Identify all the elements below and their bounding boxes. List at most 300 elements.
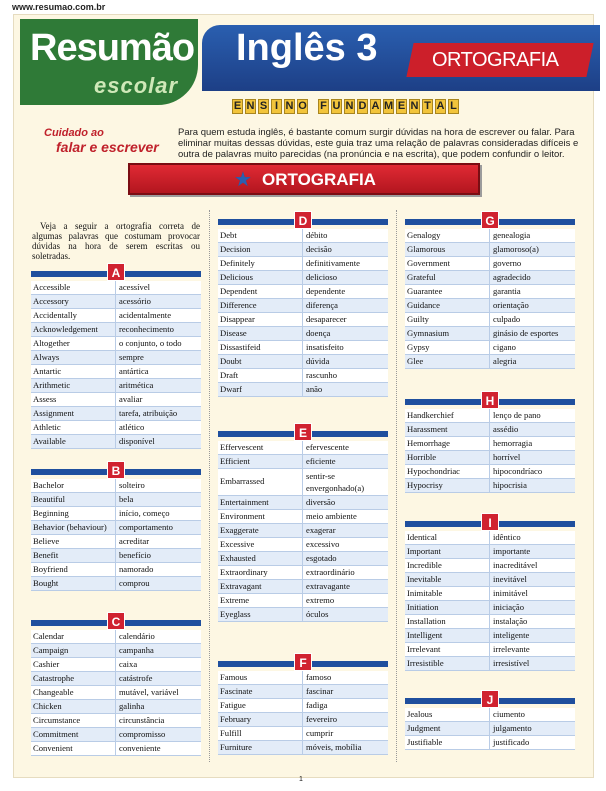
portuguese-word: idêntico (493, 532, 521, 542)
portuguese-word: hemorragia (493, 438, 533, 448)
word-row (405, 559, 575, 573)
word-row (405, 465, 575, 479)
word-row (31, 365, 201, 379)
english-word: Environment (218, 510, 303, 523)
portuguese-word: aritmética (119, 380, 154, 390)
english-word: Identical (405, 531, 490, 544)
section-b (31, 461, 201, 591)
level-letter: U (332, 100, 341, 112)
word-row (31, 493, 201, 507)
english-word: Dissastifeid (218, 341, 303, 354)
portuguese-word: avaliar (119, 394, 143, 404)
english-word: Convenient (31, 742, 116, 755)
cuidado-line-1: Cuidado ao (44, 127, 104, 139)
english-word: Judgment (405, 722, 490, 735)
english-word: Antartic (31, 365, 116, 378)
level-letter: N (345, 100, 354, 112)
portuguese-word: catástrofe (119, 673, 153, 683)
english-word: Disease (218, 327, 303, 340)
english-word: Boyfriend (31, 563, 116, 576)
english-word: Entertainment (218, 496, 303, 509)
english-word: Grateful (405, 271, 490, 284)
english-word: Exhausted (218, 552, 303, 565)
english-word: Hypochondriac (405, 465, 490, 478)
english-word: Altogether (31, 337, 116, 350)
level-letter: D (358, 100, 367, 112)
word-row (218, 741, 388, 755)
portuguese-word: meio ambiente (306, 511, 357, 521)
portuguese-word: lenço de pano (493, 410, 541, 420)
english-word: Efficient (218, 455, 303, 468)
portuguese-word: iniciação (493, 602, 525, 612)
portuguese-word: hipocondríaco (493, 466, 543, 476)
column-divider (396, 210, 397, 762)
english-word: Chicken (31, 700, 116, 713)
word-row (405, 271, 575, 285)
word-row (218, 566, 388, 580)
english-word: Believe (31, 535, 116, 548)
english-word: Irrelevant (405, 643, 490, 656)
section-letter: D (294, 211, 312, 229)
english-word: Eyeglass (218, 608, 303, 621)
word-row (31, 577, 201, 591)
portuguese-word: famoso (306, 672, 332, 682)
page-title: Inglês 3 (236, 27, 378, 69)
word-row (218, 727, 388, 741)
word-row (405, 615, 575, 629)
level-letter: T (422, 99, 433, 114)
word-row (31, 479, 201, 493)
english-word: Arithmetic (31, 379, 116, 392)
english-word: Exaggerate (218, 524, 303, 537)
portuguese-word: dependente (306, 286, 346, 296)
word-row (218, 608, 388, 622)
section-header (31, 461, 201, 479)
english-word: Assess (31, 393, 116, 406)
word-row (31, 630, 201, 644)
english-word: Justifiable (405, 736, 490, 749)
english-word: Hemorrhage (405, 437, 490, 450)
portuguese-word: diversão (306, 497, 336, 507)
portuguese-word: o conjunto, o todo (119, 338, 182, 348)
portuguese-word: cigano (493, 342, 516, 352)
word-row (218, 524, 388, 538)
portuguese-word: fascinar (306, 686, 334, 696)
word-row (31, 337, 201, 351)
english-word: Guarantee (405, 285, 490, 298)
portuguese-word: desaparecer (306, 314, 347, 324)
portuguese-word: tarefa, atribuição (119, 408, 178, 418)
word-row (218, 580, 388, 594)
portuguese-word: justificado (493, 737, 530, 747)
word-row (31, 309, 201, 323)
portuguese-word: comprou (119, 578, 150, 588)
english-word: Cashier (31, 658, 116, 671)
word-row (218, 713, 388, 727)
portuguese-word: insatisfeito (306, 342, 344, 352)
english-word: Extreme (218, 594, 303, 607)
portuguese-word: esgotado (306, 553, 337, 563)
word-row (218, 257, 388, 271)
word-row (218, 552, 388, 566)
portuguese-word: benefício (119, 550, 151, 560)
level-letter: O (298, 100, 307, 112)
portuguese-word: extraordinário (306, 567, 355, 577)
english-word: Gypsy (405, 341, 490, 354)
english-word: Inevitable (405, 573, 490, 586)
level-letter (310, 99, 316, 114)
english-word: Bachelor (31, 479, 116, 492)
word-row (218, 455, 388, 469)
portuguese-word: débito (306, 230, 328, 240)
portuguese-word: anão (306, 384, 323, 394)
portuguese-word: comportamento (119, 522, 173, 532)
english-word: Installation (405, 615, 490, 628)
word-row (405, 355, 575, 369)
section-h (405, 391, 575, 493)
section-f (218, 653, 388, 755)
portuguese-word: inacreditável (493, 560, 538, 570)
word-row (218, 229, 388, 243)
section-letter: A (107, 263, 125, 281)
section-letter: F (294, 653, 312, 671)
word-row (405, 601, 575, 615)
portuguese-word: mutável, variável (119, 687, 179, 697)
section-letter: J (481, 690, 499, 708)
word-row (405, 643, 575, 657)
word-row (31, 686, 201, 700)
section-header (405, 211, 575, 229)
level-letter: M (384, 100, 394, 112)
section-header (218, 653, 388, 671)
portuguese-word: eficiente (306, 456, 336, 466)
english-word: Beginning (31, 507, 116, 520)
portuguese-word: doença (306, 328, 331, 338)
english-word: Important (405, 545, 490, 558)
section-a (31, 263, 201, 449)
portuguese-word: inimitável (493, 588, 528, 598)
word-row (405, 299, 575, 313)
word-row (31, 658, 201, 672)
english-word: Difference (218, 299, 303, 312)
portuguese-word: antártica (119, 366, 149, 376)
portuguese-word: bela (119, 494, 134, 504)
word-row (31, 728, 201, 742)
english-word: Extraordinary (218, 566, 303, 579)
word-row (31, 351, 201, 365)
word-row (405, 736, 575, 750)
english-word: Commitment (31, 728, 116, 741)
portuguese-word: julgamento (493, 723, 532, 733)
word-row (218, 313, 388, 327)
site-url: www.resumao.com.br (12, 2, 106, 12)
portuguese-word: campanha (119, 645, 154, 655)
english-word: Excessive (218, 538, 303, 551)
english-word: Harassment (405, 423, 490, 436)
english-word: Genalogy (405, 229, 490, 242)
portuguese-word: excessivo (306, 539, 340, 549)
section-banner (128, 163, 480, 195)
english-word: Furniture (218, 741, 303, 754)
english-word: Incredible (405, 559, 490, 572)
english-word: Hypocrisy (405, 479, 490, 492)
word-row (31, 379, 201, 393)
english-word: Extravagant (218, 580, 303, 593)
word-row (405, 479, 575, 493)
english-word: Behavior (behaviour) (31, 521, 116, 534)
cuidado-line-2: falar e escrever (56, 139, 159, 155)
level-letter: L (448, 99, 459, 114)
brand-main-text: Resumão (30, 27, 195, 69)
word-row (218, 538, 388, 552)
word-row (218, 685, 388, 699)
portuguese-word: irrelevante (493, 644, 530, 654)
portuguese-word: fadiga (306, 700, 328, 710)
word-row (405, 285, 575, 299)
english-word: Available (31, 435, 116, 448)
section-letter: H (481, 391, 499, 409)
word-row (405, 587, 575, 601)
section-letter: C (107, 612, 125, 630)
portuguese-word: acessível (119, 282, 151, 292)
section-header (31, 263, 201, 281)
english-word: Circumstance (31, 714, 116, 727)
portuguese-word: importante (493, 546, 531, 556)
portuguese-word: ciumento (493, 709, 525, 719)
word-row (31, 421, 201, 435)
level-letter: F (318, 99, 329, 114)
word-row (405, 629, 575, 643)
portuguese-word: cumprir (306, 728, 334, 738)
portuguese-word: solteiro (119, 480, 145, 490)
portuguese-word: delicioso (306, 272, 338, 282)
portuguese-word: sempre (119, 352, 144, 362)
section-header (405, 513, 575, 531)
portuguese-word: inevitável (493, 574, 527, 584)
english-word: Glee (405, 355, 490, 368)
word-row (405, 423, 575, 437)
word-row (31, 549, 201, 563)
portuguese-word: atlético (119, 422, 145, 432)
section-header (31, 612, 201, 630)
section-letter: E (294, 423, 312, 441)
english-word: Effervescent (218, 441, 303, 454)
english-word: Guidance (405, 299, 490, 312)
portuguese-word: caixa (119, 659, 138, 669)
word-row (218, 594, 388, 608)
portuguese-word: efervescente (306, 442, 349, 452)
word-row (405, 573, 575, 587)
word-row (405, 722, 575, 736)
section-e (218, 423, 388, 622)
word-row (218, 369, 388, 383)
english-word: Campaign (31, 644, 116, 657)
section-i (405, 513, 575, 671)
english-word: Draft (218, 369, 303, 382)
level-letter: S (259, 100, 268, 112)
english-word: Beautiful (31, 493, 116, 506)
english-word: Guilty (405, 313, 490, 326)
level-label (232, 99, 459, 114)
level-letter: E (397, 100, 406, 112)
brand-sub-text: escolar (94, 73, 179, 98)
level-letter: A (436, 100, 445, 112)
english-word: Assignment (31, 407, 116, 420)
english-word: Doubt (218, 355, 303, 368)
portuguese-word: horrível (493, 452, 521, 462)
word-row (218, 299, 388, 313)
word-row (31, 323, 201, 337)
english-word: Initiation (405, 601, 490, 614)
portuguese-word: genealogia (493, 230, 531, 240)
section-header (405, 690, 575, 708)
section-letter: I (481, 513, 499, 531)
english-word: Glamorous (405, 243, 490, 256)
section-g (405, 211, 575, 369)
english-word: Delicious (218, 271, 303, 284)
word-row (31, 435, 201, 449)
word-row (405, 341, 575, 355)
word-row (31, 644, 201, 658)
word-row (31, 507, 201, 521)
portuguese-word: decisão (306, 244, 332, 254)
word-row (31, 535, 201, 549)
portuguese-word: irresistível (493, 658, 530, 668)
english-word: February (218, 713, 303, 726)
section-j (405, 690, 575, 750)
portuguese-word: instalação (493, 616, 528, 626)
column-divider (209, 210, 210, 762)
english-word: Benefit (31, 549, 116, 562)
portuguese-word: exagerar (306, 525, 336, 535)
english-word: Catastrophe (31, 672, 116, 685)
portuguese-word: acreditar (119, 536, 150, 546)
portuguese-word: óculos (306, 609, 329, 619)
english-word: Horrible (405, 451, 490, 464)
portuguese-word: culpado (493, 314, 521, 324)
word-row (218, 327, 388, 341)
portuguese-word: garantia (493, 286, 521, 296)
subject-label: ORTOGRAFIA (432, 49, 559, 71)
word-row (405, 229, 575, 243)
english-word: Decision (218, 243, 303, 256)
portuguese-word: início, começo (119, 508, 170, 518)
portuguese-word: galinha (119, 701, 145, 711)
word-row (31, 672, 201, 686)
english-word: Gymnasium (405, 327, 490, 340)
portuguese-word: dúvida (306, 356, 330, 366)
english-word: Fulfill (218, 727, 303, 740)
portuguese-word: acessório (119, 296, 151, 306)
word-row (31, 742, 201, 756)
word-row (405, 451, 575, 465)
portuguese-word: namorado (119, 564, 154, 574)
portuguese-word: alegria (493, 356, 517, 366)
level-letter: N (285, 100, 294, 112)
portuguese-word: definitivamente (306, 258, 360, 268)
word-row (218, 243, 388, 257)
intro-text: Para quem estuda inglês, é bastante comum surgir dúvidas na hora de escrever ou falar. Para eliminar muitas dessas dúvidas, este guia traz uma relação de palavras consideradas difíceis e outra de palavras muito parecidas (na pronúncia e na escrita), que podem confundir o leitor. (178, 127, 579, 160)
english-word: Always (31, 351, 116, 364)
word-row (31, 407, 201, 421)
word-row (218, 271, 388, 285)
level-letter: N (410, 100, 419, 112)
portuguese-word: rascunho (306, 370, 338, 380)
level-letter: N (246, 100, 255, 112)
english-word: Bought (31, 577, 116, 590)
word-row (31, 700, 201, 714)
english-word: Handkerchief (405, 409, 490, 422)
english-word: Calendar (31, 630, 116, 643)
word-row (218, 671, 388, 685)
section-letter: G (481, 211, 499, 229)
english-word: Fascinate (218, 685, 303, 698)
english-word: Irresistible (405, 657, 490, 670)
english-word: Inimitable (405, 587, 490, 600)
word-row (31, 295, 201, 309)
portuguese-word: orientação (493, 300, 529, 310)
portuguese-word: diferença (306, 300, 338, 310)
section-letter: B (107, 461, 125, 479)
level-letter: E (233, 100, 242, 112)
english-word: Dwarf (218, 383, 303, 396)
word-row (218, 441, 388, 455)
word-row (31, 281, 201, 295)
english-word: Embarrassed (218, 469, 303, 495)
word-row (405, 409, 575, 423)
level-letter: A (371, 100, 380, 112)
word-row (218, 355, 388, 369)
page-number: 1 (299, 776, 303, 783)
portuguese-word: calendário (119, 631, 155, 641)
portuguese-word: inteligente (493, 630, 530, 640)
portuguese-word: disponível (119, 436, 155, 446)
word-row (218, 496, 388, 510)
portuguese-word: ginásio de esportes (493, 328, 559, 338)
section-c (31, 612, 201, 756)
section-header (218, 211, 388, 229)
word-row (405, 257, 575, 271)
word-row (218, 510, 388, 524)
section-d (218, 211, 388, 397)
word-row (405, 327, 575, 341)
star-icon: ★ (234, 169, 252, 191)
portuguese-word: extremo (306, 595, 335, 605)
english-word: Accessory (31, 295, 116, 308)
word-row (218, 341, 388, 355)
word-row (31, 521, 201, 535)
portuguese-word: compromisso (119, 729, 166, 739)
english-word: Athletic (31, 421, 116, 434)
english-word: Accidentally (31, 309, 116, 322)
word-row (218, 285, 388, 299)
english-word: Definitely (218, 257, 303, 270)
english-word: Jealous (405, 708, 490, 721)
english-word: Intelligent (405, 629, 490, 642)
portuguese-word: agradecido (493, 272, 531, 282)
english-word: Acknowledgement (31, 323, 116, 336)
portuguese-word: acidentalmente (119, 310, 172, 320)
portuguese-word: sentir-se envergonhado(a) (306, 471, 365, 493)
portuguese-word: circunstância (119, 715, 165, 725)
word-row (218, 383, 388, 397)
english-word: Famous (218, 671, 303, 684)
word-row (31, 714, 201, 728)
english-word: Government (405, 257, 490, 270)
english-word: Accessible (31, 281, 116, 294)
word-row (218, 469, 388, 496)
word-row (405, 657, 575, 671)
